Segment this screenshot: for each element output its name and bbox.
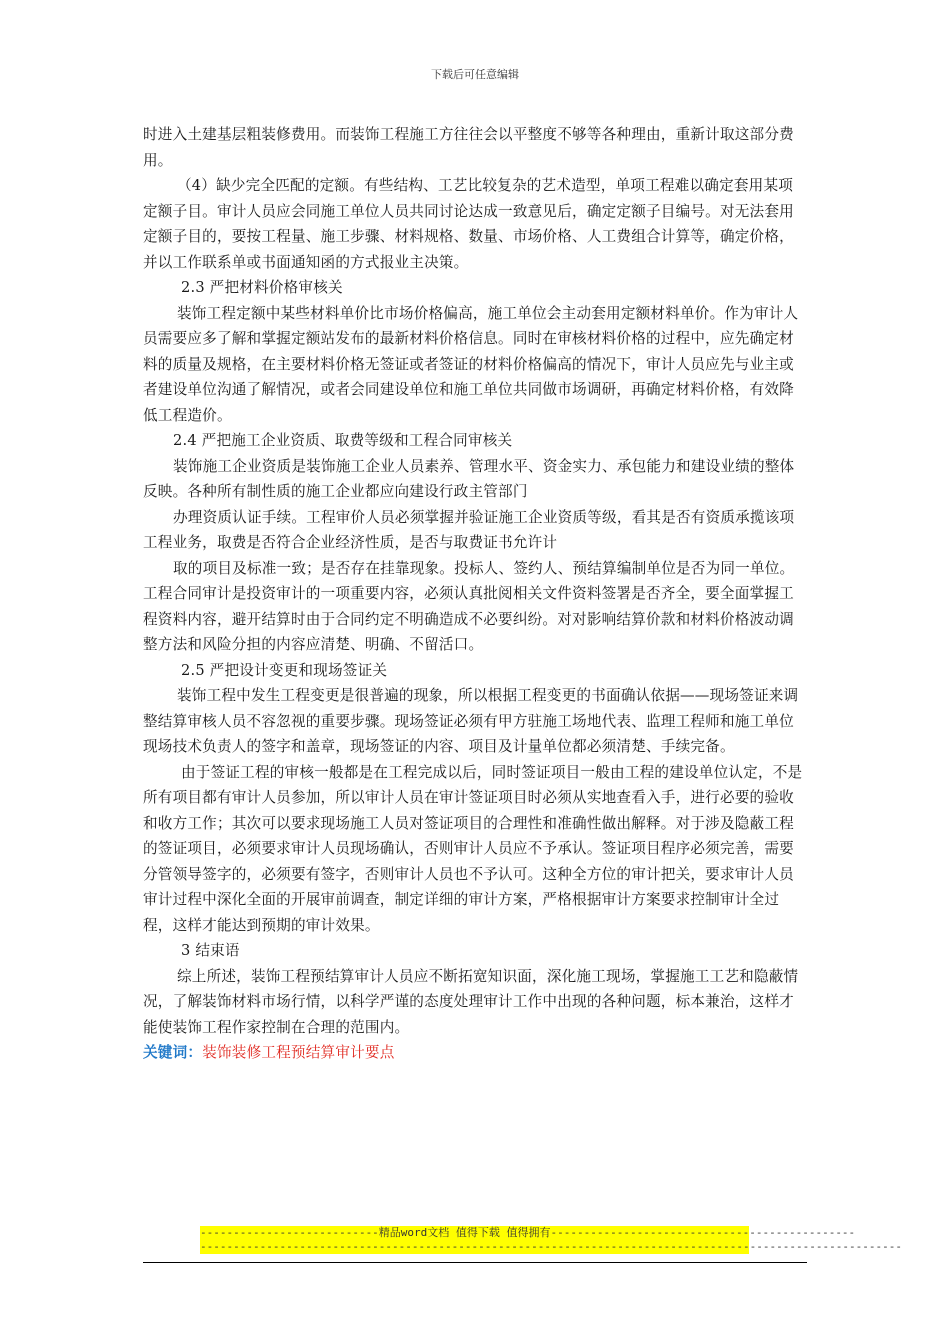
paragraph: 工程合同审计是投资审计的一项重要内容，必须认真批阅相关文件资料签署是否齐全，要全面掌握工程资料内容，避开结算时由于合同约定不明确造成不必要纠纷。对对影响结算价款和材料价格波动调整方法和风险分担的内容应清楚、明确、不留活口。 [143,585,794,653]
section-heading: 2.4 严把施工企业资质、取费等级和工程合同审核关 [173,432,513,449]
paragraph: 装饰工程中发生工程变更是很普遍的现象，所以根据工程变更的书面确认依据——现场签证来调整结算审核人员不容忽视的重要步骤。现场签证必须有甲方驻施工场地代表、监理工程师和施工单位现场技术负责人的签字和盖章，现场签证的内容、项目及计量单位都必须清楚、手续完备。 [143,687,799,755]
paragraph: 由于签证工程的审核一般都是在工程完成以后，同时签证项目一般由工程的建设单位认定，不是所有项目都有审计人员参加，所以审计人员在审计签证项目时必须从实地查看入手，进行必要的验收和收方工作；其次可以要求现场施工人员对签证项目的合理性和准确性做出解释。对于涉及隐蔽工程的签证项目，必须要求审计人员现场确认，否则审计人员应不予承认。签证项目程序必须完善，需要分管领导签字的，必须要有签字，否则审计人员也不予认可。这种全方位的审计把关，要求审计人员审计过程中深化全面的开展审前调查，制定详细的审计方案，严格根据审计方案要求控制审计全过程，这样才能达到预期的审计效果。 [143,763,803,934]
section-heading: 2.3 严把材料价格审核关 [181,279,343,296]
footer-divider [143,1262,807,1263]
paragraph: 办理资质认证手续。工程审价人员必须掌握并验证施工企业资质等级，看其是否有资质承揽该项工程业务，取费是否符合企业经济性质，是否与取费证书允许计 [143,508,795,551]
document-body [143,122,807,1066]
keywords-line [143,1040,807,1066]
paragraph: 装饰施工企业资质是装饰施工企业人员素养、管理水平、资金实力、承包能力和建设业绩的整体反映。各种所有制性质的施工企业都应向建设行政主管部门 [143,457,795,500]
paragraph: （4）缺少完全匹配的定额。有些结构、工艺比较复杂的艺术造型，单项工程难以确定套用某项定额子目。审计人员应会同施工单位人员共同讨论达成一致意见后，确定定额子目编号。对无法套用定额子目的，要按工程量、施工步骤、材料规格、数量、市场价格、人工费组合计算等，确定价格，并以工作联系单或书面通知函的方式报业主决策。 [143,177,794,271]
footer-banner [200,1226,902,1254]
keywords-label: 关键词： [143,1044,203,1061]
page-header: 下载后可任意编辑 [431,68,519,81]
section-heading: 2.5 严把设计变更和现场签证关 [181,661,388,679]
section-heading: 3 结束语 [181,942,240,959]
footer-banner-line: ---------------------------精品word文档 值得下载 值得拥有---------------------------------------------- [200,1226,856,1239]
footer-banner-line: ---------------------------------------------------------------------------------------------------------- [200,1240,902,1253]
keywords-value: 装饰装修工程预结算审计要点 [202,1044,395,1061]
paragraph: 取的项目及标准一致；是否存在挂靠现象。投标人、签约人、预结算编制单位是否为同一单位。 [173,559,795,577]
paragraph: 综上所述，装饰工程预结算审计人员应不断拓宽知识面，深化施工现场，掌握施工工艺和隐蔽情况，了解装饰材料市场行情，以科学严谨的态度处理审计工作中出现的各种问题，标本兼治，这样才能使装饰工程作家控制在合理的范围内。 [143,967,799,1036]
paragraph: 装饰工程定额中某些材料单价比市场价格偏高，施工单位会主动套用定额材料单价。作为审计人员需要应多了解和掌握定额站发布的最新材料价格信息。同时在审核材料价格的过程中，应先确定材料的质量及规格，在主要材料价格无签证或者签证的材料价格偏高的情况下，审计人员应先与业主或者建设单位沟通了解情况，或者会同建设单位和施工单位共同做市场调研，再确定材料价格，有效降低工程造价。 [143,304,799,424]
paragraph: 时进入土建基层粗装修费用。而装饰工程施工方往往会以平整度不够等各种理由，重新计取这部分费用。 [143,126,794,169]
